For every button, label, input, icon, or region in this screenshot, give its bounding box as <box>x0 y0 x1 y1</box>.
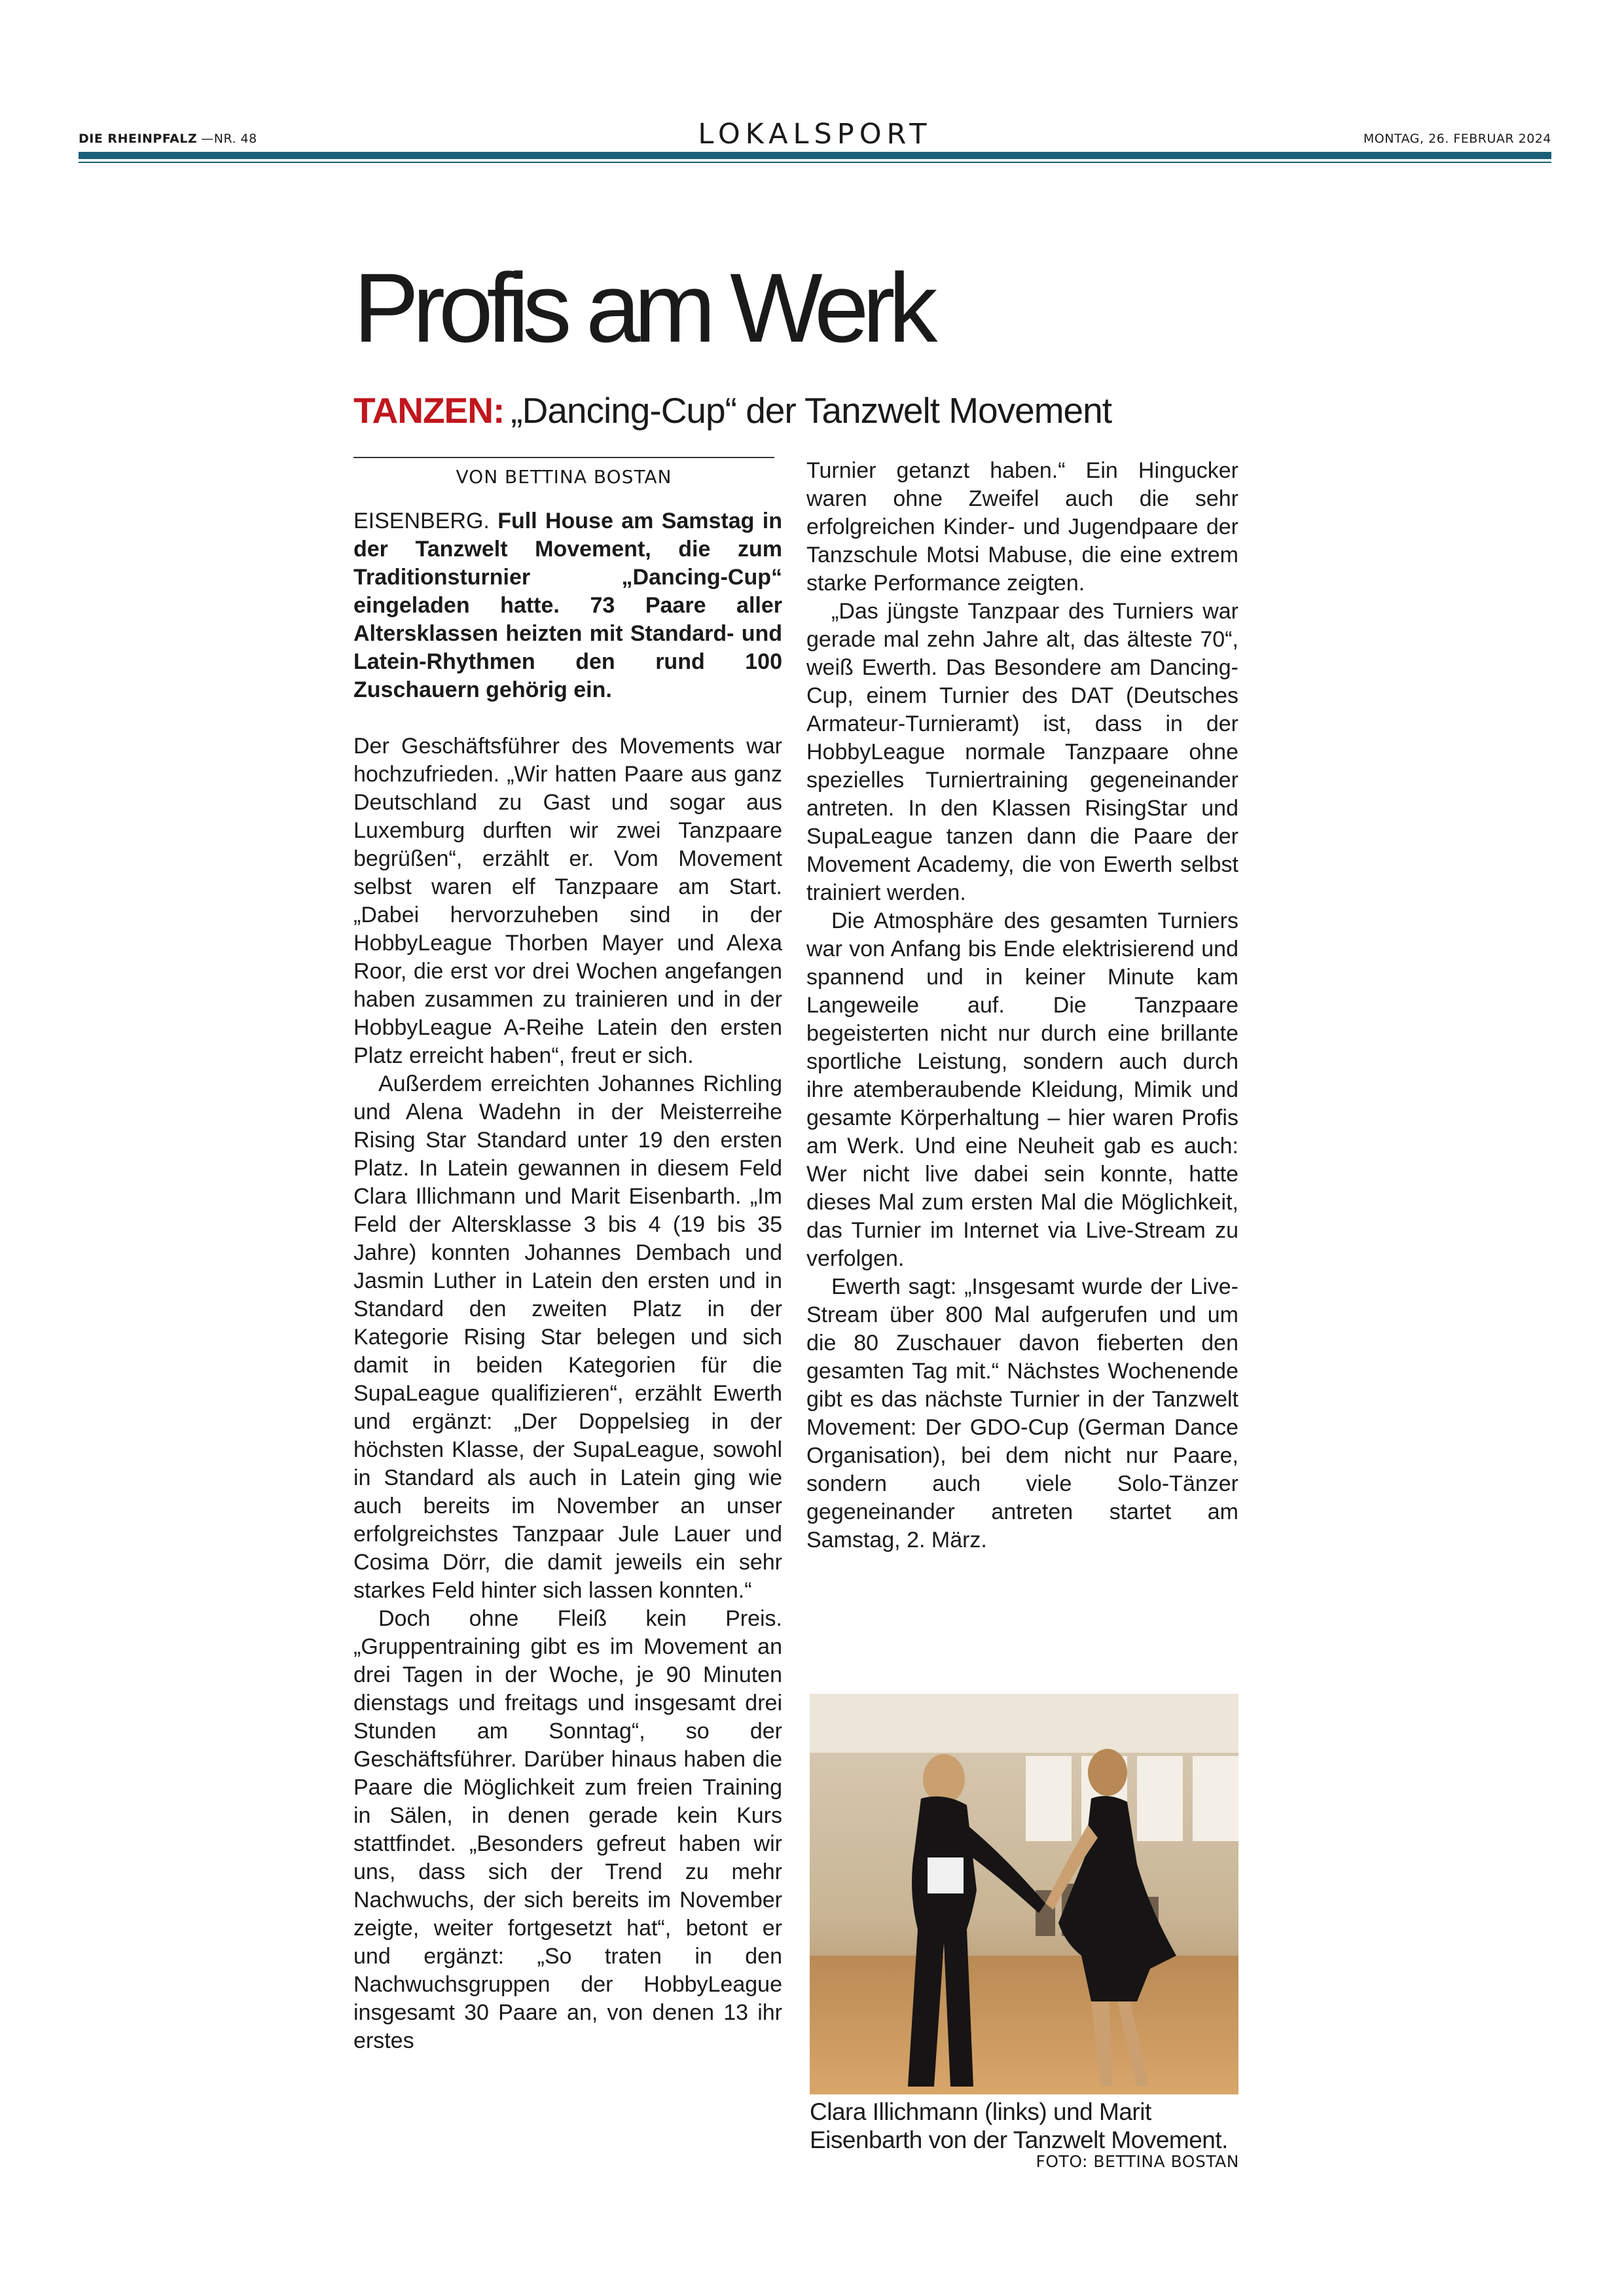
byline: VON BETTINA BOSTAN <box>456 466 672 488</box>
dancers-photo-illustration <box>810 1694 1238 2094</box>
body-paragraph: Doch ohne Fleiß kein Preis. „Gruppentraining gibt es im Movement an drei Tagen in der Woche, je 90 Minuten dienstags und freitags und insgesamt drei Stunden am Sonntag“, so der Geschäftsführer. Darüber hinaus haben die Paare die Möglichkeit zum freien Training in Sälen, in denen gerade kein Kurs stattfindet. „Besonders gefreut haben wir uns, dass sich der Trend zu mehr Nachwuchs, der sich bereits im November zeigte, weiter fortgesetzt hat“, betont er und ergänzt: „So traten in den Nachwuchsgruppen der HobbyLeague insgesamt 30 Paare an, von denen 13 ihr erstes <box>353 1606 782 2053</box>
body-paragraph: Die Atmosphäre des gesamten Turniers war von Anfang bis Ende elektrisierend und spannend und in keiner Minute kam Langeweile auf. Die Tanzpaare begeisterten nicht nur durch eine brillante sportliche Leistung, sondern auch durch ihre atemberaubende Kleidung, Mimik und gesamte Körperhaltung – hier waren Profis am Werk. Und eine Neuheit gab es auch: Wer nicht live dabei sein konnte, hatte dieses Mal zum ersten Mal die Möglichkeit, das Turnier im Internet via Live-Stream zu verfolgen. <box>806 908 1238 1271</box>
lead-paragraph <box>353 507 782 704</box>
photo-caption: Clara Illichmann (links) und Marit Eisenbarth von der Tanzwelt Movement. <box>810 2098 1228 2153</box>
body-paragraph: Ewerth sagt: „Insgesamt wurde der Live-Stream über 800 Mal aufgerufen und um die 80 Zuschauer davon fieberten den gesamten Tag mit.“ Nächstes Wochenende gibt es das nächste Turnier in der Tanzwelt Movement: Der GDO-Cup (German Dance Organisation), bei dem nicht nur Paare, sondern auch viele Solo-Tänzer gegeneinander antreten startet am Samstag, 2. März. <box>806 1274 1238 1552</box>
article-photo <box>810 1694 1238 2094</box>
body-paragraph: „Das jüngste Tanzpaar des Turniers war gerade mal zehn Jahre alt, das älteste 70“, weiß Ewerth. Das Besondere am Dancing-Cup, einem Turnier des DAT (Deutsches Armateur-Turnieramt) ist, dass in der HobbyLeague normale Tanzpaare ohne spezielles Turniertraining gegeneinander antreten. In den Klassen RisingStar und SupaLeague tanzen dann die Paare der Movement Academy, die von Ewerth selbst trainiert werden. <box>806 599 1238 905</box>
issue-number: —NR. 48 <box>201 132 257 146</box>
dateline: EISENBERG. <box>353 509 490 533</box>
body-paragraph: Der Geschäftsführer des Movements war hochzufrieden. „Wir hatten Paare aus ganz Deutschland zu Gast und sogar aus Luxemburg durften wir zwei Tanzpaare begrüßen“, erzählt er. Vom Movement selbst waren elf Tanzpaare am Start. „Dabei hervorzuheben sind in der HobbyLeague Thorben Mayer und Alexa Roor, die erst vor drei Wochen angefangen haben zusammen zu trainieren und in der HobbyLeague A-Reihe Latein den ersten Platz erreicht haben“, freut er sich. <box>353 734 782 1068</box>
byline-rule <box>353 457 774 458</box>
article-column-2 <box>806 457 1238 1554</box>
masthead-rule <box>79 162 1551 163</box>
masthead-bar <box>79 152 1551 159</box>
issue-date: MONTAG, 26. FEBRUAR 2024 <box>1363 132 1551 146</box>
headline: Profis am Werk <box>353 253 931 363</box>
kicker-label: TANZEN: <box>353 390 505 431</box>
paper-title: DIE RHEINPFALZ <box>79 132 198 146</box>
photo-credit: FOTO: BETTINA BOSTAN <box>1036 2152 1239 2171</box>
subheadline-row <box>353 389 1111 431</box>
article-column-1 <box>353 507 782 2055</box>
subheadline: „Dancing-Cup“ der Tanzwelt Movement <box>511 390 1112 431</box>
body-paragraph: Turnier getanzt haben.“ Ein Hingucker waren ohne Zweifel auch die sehr erfolgreichen Kinder- und Jugendpaare der Tanzschule Motsi Mabuse, die eine extrem starke Performance zeigten. <box>806 458 1238 596</box>
body-paragraph: Außerdem erreichten Johannes Richling und Alena Wadehn in der Meisterreihe Rising Star Standard unter 19 den ersten Platz. In Latein gewannen in diesem Feld Clara Illichmann und Marit Eisenbarth. „Im Feld der Altersklasse 3 bis 4 (19 bis 35 Jahre) konnten Johannes Dembach und Jasmin Luther in Latein den ersten und in Standard den zweiten Platz in der Kategorie Rising Star belegen und sich damit in beiden Kategorien für die SupaLeague qualifizieren“, erzählt Ewerth und ergänzt: „Der Doppelsieg in der höchsten Klasse, der SupaLeague, sowohl in Standard als auch in Latein ging wie auch bereits im November an unser erfolgreichstes Tanzpaar Jule Lauer und Cosima Dörr, die damit jeweils ein sehr starkes Feld hinter sich lassen konnten.“ <box>353 1071 782 1603</box>
lead-text: Full House am Samstag in der Tanzwelt Movement, die zum Traditionsturnier „Dancing-Cup“ eingeladen hatte. 73 Paare aller Altersklassen heizten mit Standard- und Latein-Rhythmen den rund 100 Zuschauern gehörig ein. <box>353 509 782 702</box>
section-title: LOKALSPORT <box>698 118 932 151</box>
